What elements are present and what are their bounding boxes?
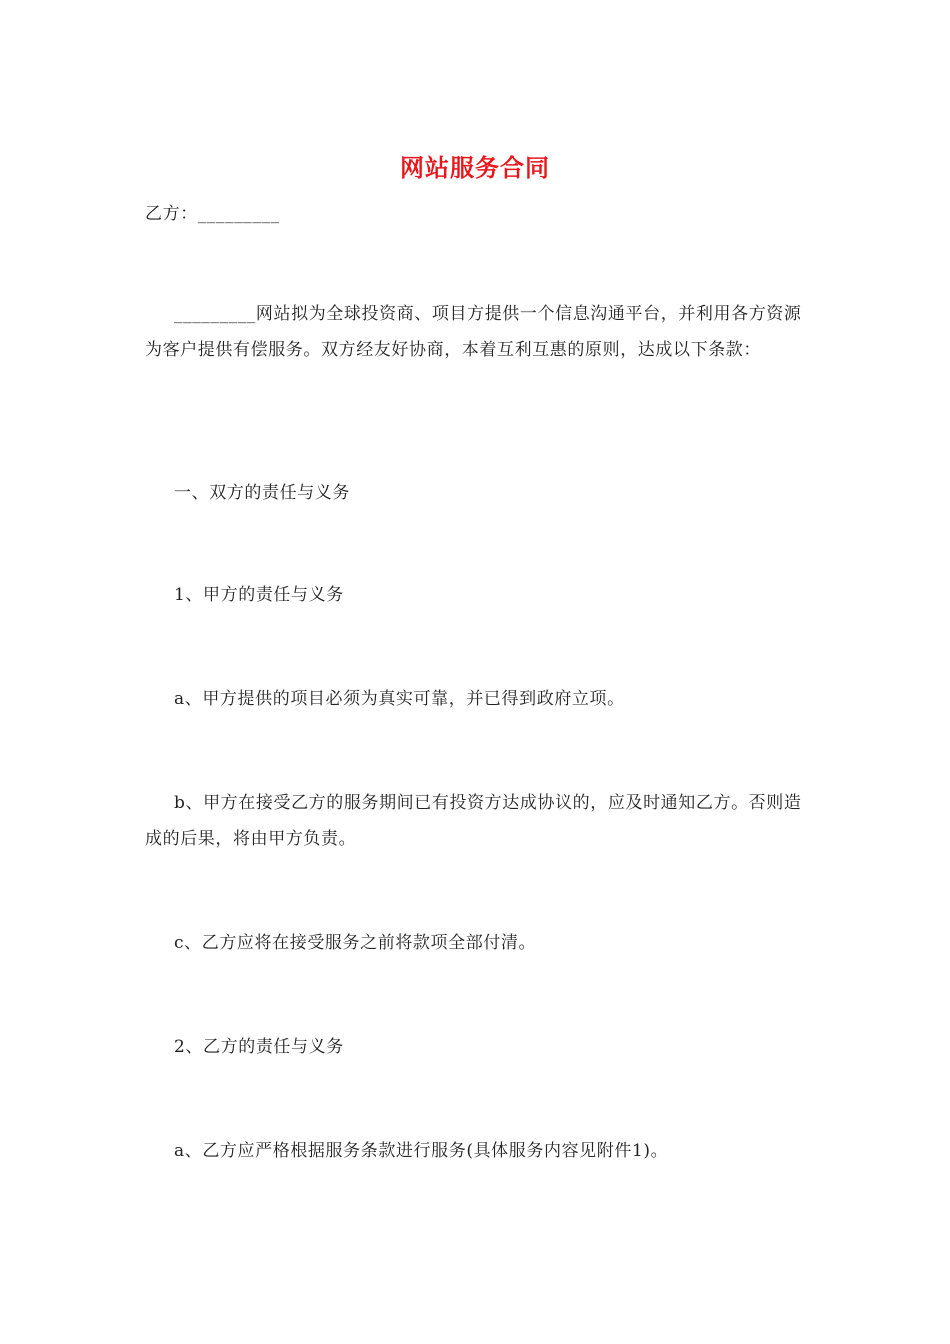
document-title: 网站服务合同 [400, 153, 550, 182]
clause-1a: a、甲方提供的项目必须为真实可靠，并已得到政府立项。 [174, 689, 625, 709]
subsection-2-heading: 2、乙方的责任与义务 [174, 1037, 344, 1057]
subsection-1-heading: 1、甲方的责任与义务 [174, 585, 344, 605]
clause-2a: a、乙方应严格根据服务条款进行服务(具体服务内容见附件1)。 [174, 1141, 669, 1161]
section-1-heading: 一、双方的责任与义务 [174, 483, 350, 503]
clause-1c: c、乙方应将在接受服务之前将款项全部付清。 [174, 933, 537, 953]
intro-paragraph: _________网站拟为全球投资商、项目方提供一个信息沟通平台，并利用各方资源为客户提供有偿服务。双方经友好协商，本着互利互惠的原则，达成以下条款： [145, 304, 802, 360]
clause-1b: b、甲方在接受乙方的服务期间已有投资方达成协议的，应及时通知乙方。否则造成的后果，将由甲方负责。 [145, 793, 802, 849]
party-b-line: 乙方：_________ [145, 204, 280, 224]
